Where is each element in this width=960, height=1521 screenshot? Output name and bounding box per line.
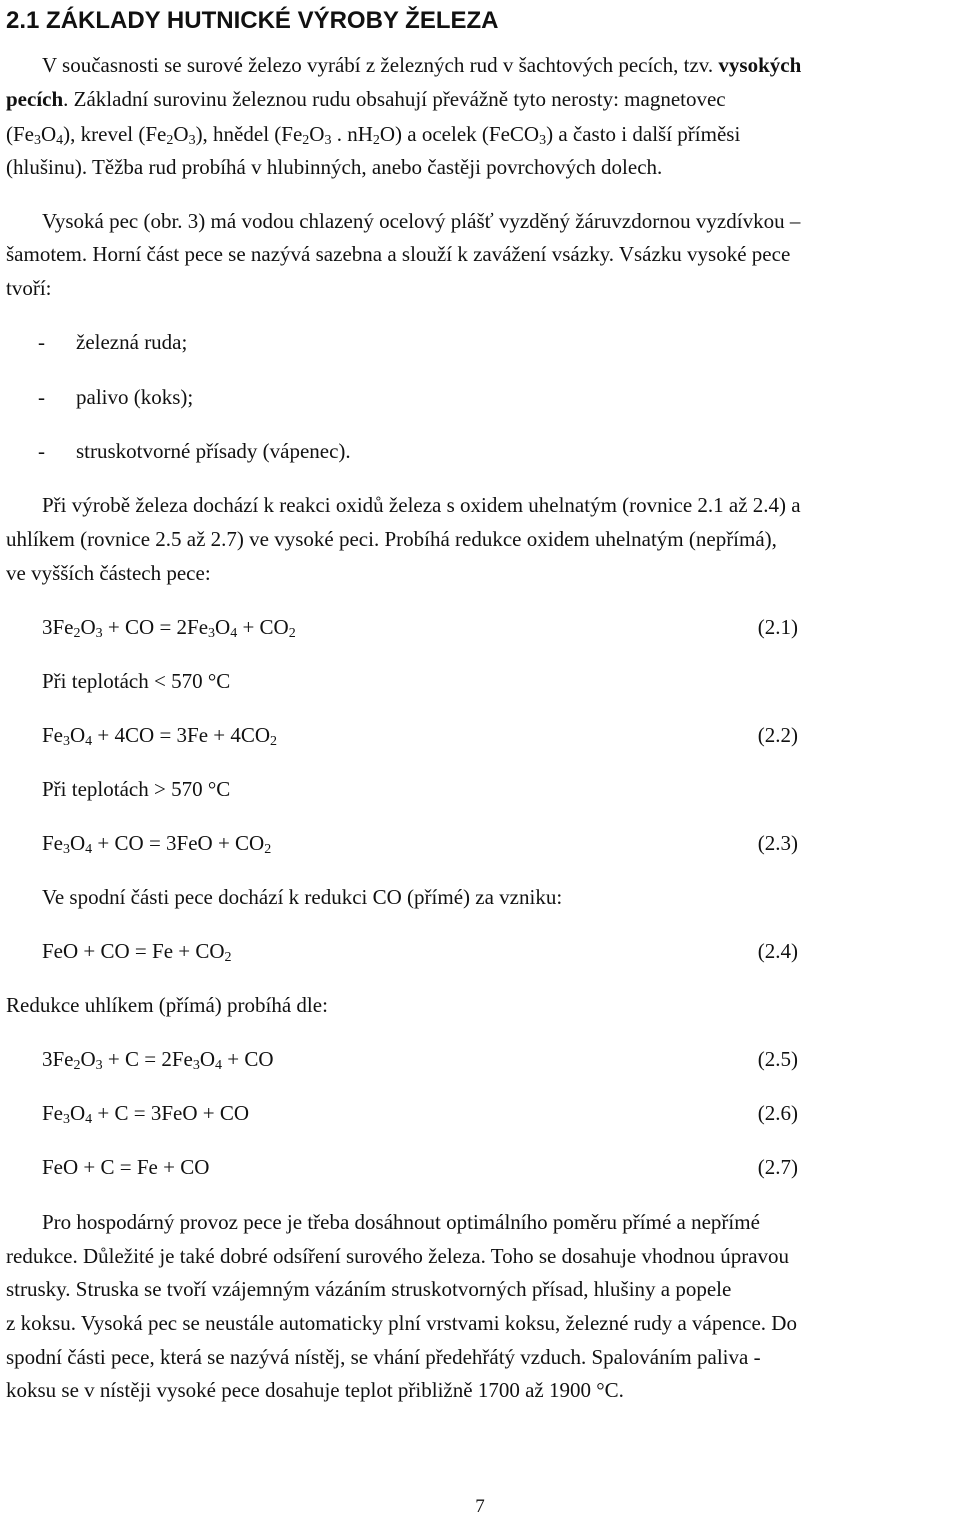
reaction-line-2: uhlíkem (rovnice 2.5 až 2.7) ve vysoké peci. Probíhá redukce oxidem uhelnatým (nepřímá), — [6, 527, 777, 551]
equation-number: (2.4) — [757, 939, 798, 963]
intro-bold-2: pecích — [6, 87, 64, 111]
equation-number: (2.3) — [757, 831, 798, 855]
intro-line-2: pecích. Základní surovinu železnou rudu obsahují převážně tyto nerosty: magnetovec — [6, 87, 726, 111]
equation-number: (2.1) — [757, 615, 798, 639]
equation-formula: $Fe_3O_4 + 4CO = 3Fe + 4CO_2$ — [42, 723, 278, 749]
reaction-line-1: Při výrobě železa dochází k reakci oxidů železa s oxidem uhelnatým (rovnice 2.1 až 2.4) a — [42, 493, 801, 517]
equation-formula: $3Fe_2O_3$ + CO = $2Fe_3O_4 + CO_2$ — [42, 615, 296, 641]
equation-number: (2.6) — [757, 1101, 798, 1125]
bottom-reduction-note: Ve spodní části pece dochází k redukci CO (přímé) za vzniku: — [42, 885, 563, 909]
equation — [42, 1096, 798, 1130]
list-item: - struskotvorné přísady (vápenec). — [38, 439, 351, 463]
equation-number: (2.7) — [757, 1155, 798, 1179]
equation — [42, 826, 798, 860]
closing-line-2: redukce. Důležité je také dobré odsíření surového železa. Toho se dosahuje vhodnou úpravou — [6, 1244, 790, 1268]
furnace-line-3: tvoří: — [6, 276, 52, 300]
equation-number: (2.2) — [757, 723, 798, 747]
intro-line-3: $(Fe_3O_4)$, krevel $(Fe_2O_3)$, hnědel ($Fe_2O_3$ . $nH_2O$) a ocelek (FeCO$_3$) a často i další příměsi — [6, 122, 741, 148]
temperature-note-high: Při teplotách > 570 °C — [42, 777, 231, 801]
intro-line-1: V současnosti se surové železo vyrábí z železných rud v šachtových pecích, tzv. vysokých — [42, 53, 802, 77]
closing-line-5: spodní části pece, která se nazývá nístěj, se vhání předehřátý vzduch. Spalováním paliva - — [6, 1345, 761, 1369]
intro-bold-1: vysokých — [718, 53, 802, 77]
equation-formula: $3Fe_2O_3 + C = 2Fe_3O_4$ + CO — [42, 1047, 274, 1073]
equation-formula: FeO + CO = $Fe + CO_2$ — [42, 939, 232, 965]
equation — [42, 934, 798, 968]
list-item: - železná ruda; — [38, 330, 188, 354]
equation-formula: FeO + C = Fe + CO — [42, 1155, 210, 1179]
closing-line-3: strusky. Struska se tvoří vzájemným vázáním struskotvorných přísad, hlušiny a popele — [6, 1277, 732, 1301]
equation-number: (2.5) — [757, 1047, 798, 1071]
closing-line-6: koksu se v nístěji vysoké pece dosahuje teplot přibližně 1700 až 1900 °C. — [6, 1378, 624, 1402]
section-heading: 2.1 ZÁKLADY HUTNICKÉ VÝROBY ŽELEZA — [6, 7, 499, 34]
equation — [42, 610, 798, 644]
reaction-line-3: ve vyšších částech pece: — [6, 561, 211, 585]
intro-line-4: (hlušinu). Těžba rud probíhá v hlubinných, anebo častěji povrchových dolech. — [6, 155, 663, 179]
list-item: - palivo (koks); — [38, 385, 194, 409]
closing-line-4: z koksu. Vysoká pec se neustále automaticky plní vrstvami koksu, železné rudy a vápence. Do — [6, 1311, 797, 1335]
equation — [42, 1150, 798, 1184]
closing-line-1: Pro hospodárný provoz pece je třeba dosáhnout optimálního poměru přímé a nepřímé — [42, 1210, 760, 1234]
equation-formula: $Fe_3O_4 + C = 3FeO$ + CO — [42, 1101, 250, 1127]
temperature-note-low: Při teplotách < 570 °C — [42, 669, 231, 693]
furnace-line-2: šamotem. Horní část pece se nazývá sazebna a slouží k zavážení vsázky. Vsázku vysoké pece — [6, 242, 791, 266]
furnace-line-1: Vysoká pec (obr. 3) má vodou chlazený ocelový plášť vyzděný žáruvzdornou vyzdívkou – — [42, 209, 801, 233]
equation — [42, 1042, 798, 1076]
equation-formula: $Fe_3O_4$ + CO = $3FeO + CO_2$ — [42, 831, 272, 857]
carbon-reduction-note: Redukce uhlíkem (přímá) probíhá dle: — [6, 993, 328, 1017]
equation — [42, 718, 798, 752]
page-number: 7 — [475, 1496, 485, 1517]
